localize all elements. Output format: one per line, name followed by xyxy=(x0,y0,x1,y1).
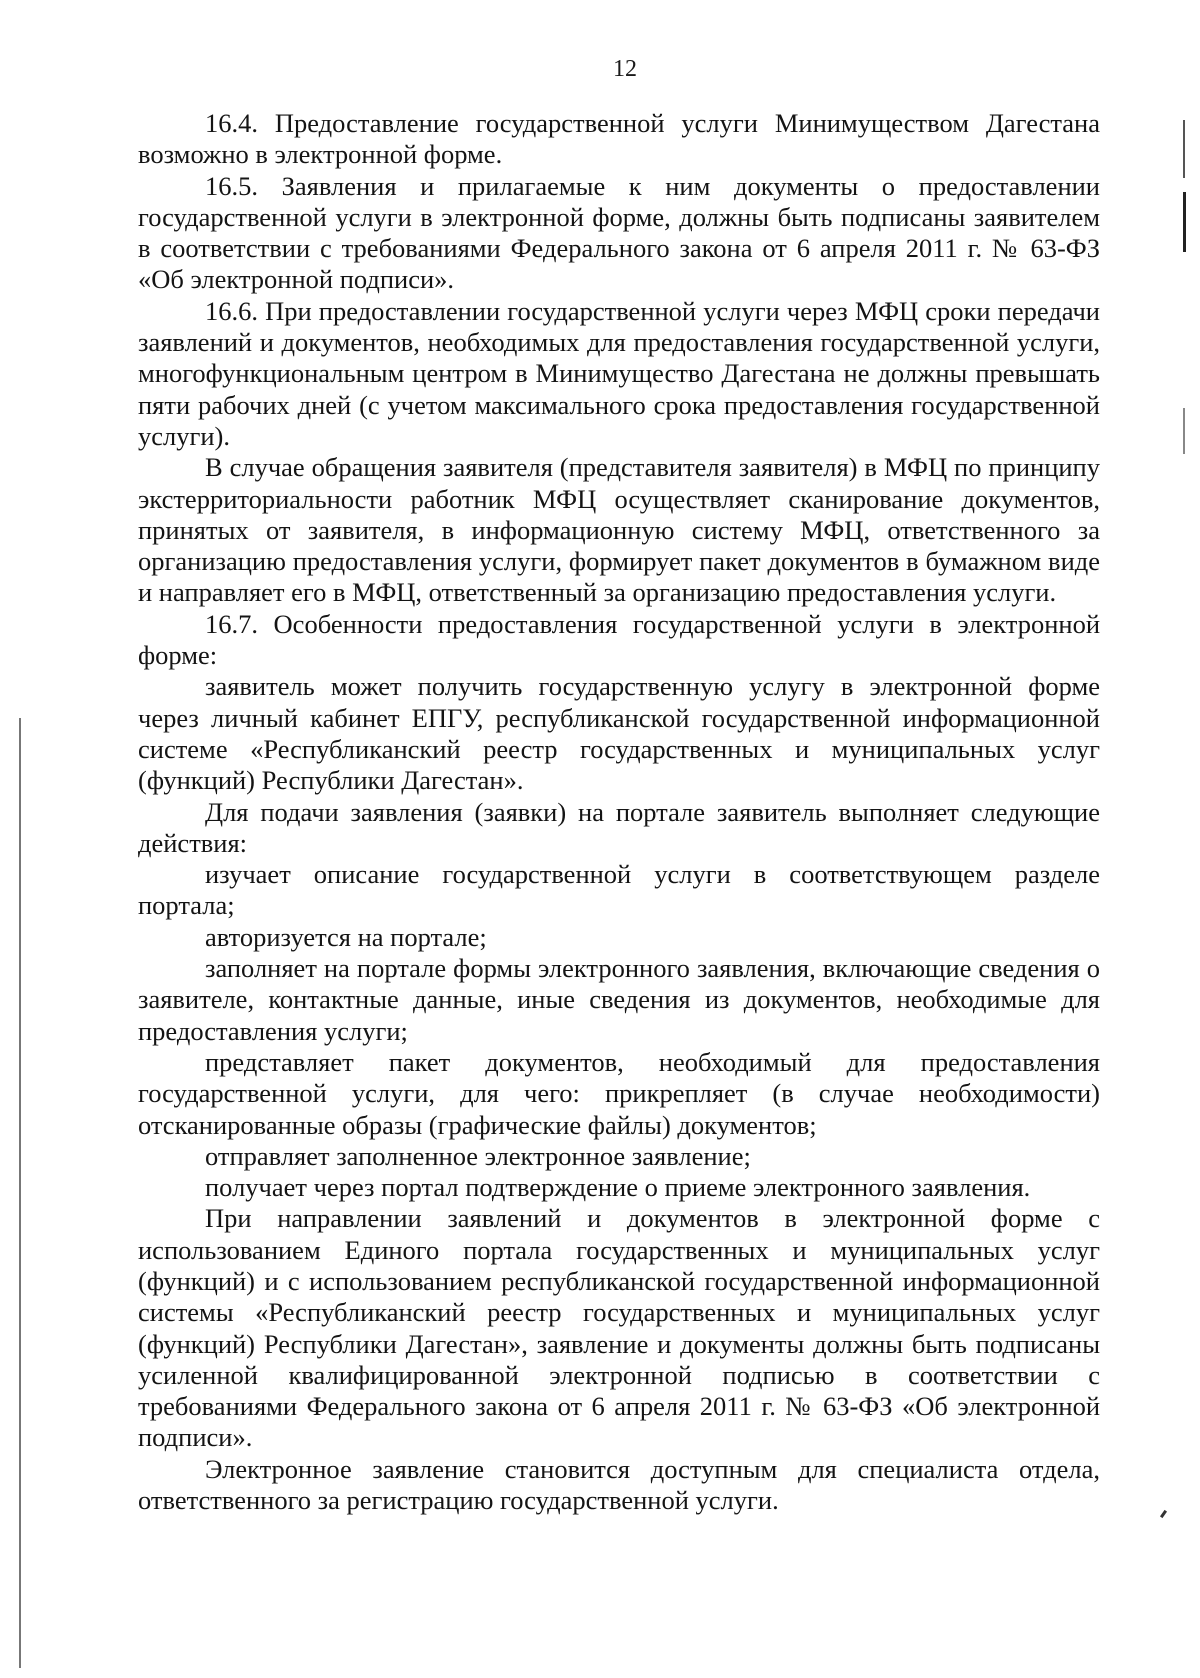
list-item-study-description: изучает описание государственной услуги в соответствующем разделе портала; xyxy=(138,859,1100,921)
list-item-fill-form: заполняет на портале формы электронного заявления, включающие сведения о заявителе, контактные данные, иные сведения из документов, необходимые для предоставления услуги; xyxy=(138,953,1100,1046)
paragraph-16-5: 16.5. Заявления и прилагаемые к ним документы о предоставлении государственной услуги в электронной форме, должны быть подписаны заявителем в соответствии с требованиями Федерального закона от 6 апреля 2011 г. № 63-ФЗ «Об электронной подписи». xyxy=(138,170,1100,295)
paragraph-availability: Электронное заявление становится доступным для специалиста отдела, ответственного за регистрацию государственной услуги. xyxy=(138,1453,1100,1516)
scan-artifact-right-1 xyxy=(1183,120,1185,178)
list-item-attach-documents: представляет пакет документов, необходимый для предоставления государственной услуги, для чего: прикрепляет (в случае необходимости) отсканированные образы (графические файлы) документов; xyxy=(138,1046,1100,1140)
document-body xyxy=(138,108,1100,1516)
paragraph-epgu-access: заявитель может получить государственную услугу в электронной форме через личный кабинет ЕПГУ, республиканской государственной информационной системе «Республиканский реестр государственных и муниципальных услуг (функций) Республики Дагестан». xyxy=(138,671,1100,796)
paragraph-16-4: 16.4. Предоставление государственной услуги Минимуществом Дагестана возможно в электронной форме. xyxy=(138,108,1100,170)
paragraph-electronic-signature: При направлении заявлений и документов в электронной форме с использованием Единого портала государственных и муниципальных услуг (функций) и с использованием республиканской государственной информационной системы «Республиканский реестр государственных и муниципальных услуг (функций) Республики Дагестан», заявление и документы должны быть подписаны усиленной квалифицированной электронной подписью в соответствии с требованиями Федерального закона от 6 апреля 2011 г. № 63-ФЗ «Об электронной подписи». xyxy=(138,1203,1100,1453)
scan-artifact-right-3 xyxy=(1183,408,1185,454)
scan-artifact-right-2 xyxy=(1183,192,1186,252)
paragraph-submission-steps-intro: Для подачи заявления (заявки) на портале заявитель выполняет следующие действия: xyxy=(138,796,1100,858)
list-item-authorize: авторизуется на портале; xyxy=(205,921,487,952)
list-item-receive-confirmation: получает через портал подтверждение о приеме электронного заявления. xyxy=(205,1172,1031,1203)
scan-artifact-bottom-right xyxy=(1160,1510,1167,1518)
page-number: 12 xyxy=(613,56,637,82)
list-item-send-application: отправляет заполненное электронное заявление; xyxy=(205,1140,751,1171)
paragraph-mfc-extraterritorial: В случае обращения заявителя (представителя заявителя) в МФЦ по принципу экстерриториальности работник МФЦ осуществляет сканирование документов, принятых от заявителя, в информационную систему МФЦ, ответственного за организацию предоставления услуги, формирует пакет документов в бумажном виде и направляет его в МФЦ, ответственный за организацию предоставления услуги. xyxy=(138,452,1100,608)
paragraph-16-7: 16.7. Особенности предоставления государственной услуги в электронной форме: xyxy=(138,608,1100,671)
paragraph-16-6: 16.6. При предоставлении государственной услуги через МФЦ сроки передачи заявлений и документов, необходимых для предоставления государственной услуги, многофункциональным центром в Минимущество Дагестана не должны превышать пяти рабочих дней (с учетом максимального срока предоставления государственной услуги). xyxy=(138,295,1100,451)
scan-artifact-left xyxy=(19,718,21,1668)
